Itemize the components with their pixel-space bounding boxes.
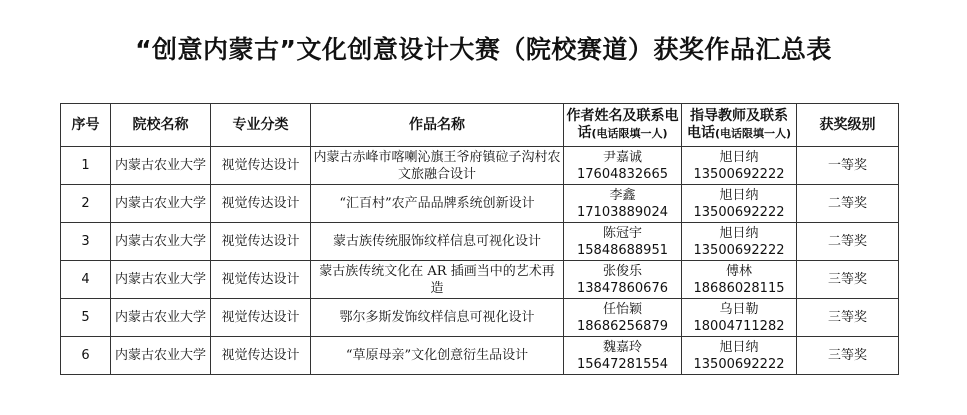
cell-index: 5 [61, 299, 111, 337]
author-phone: 17103889024 [577, 204, 668, 220]
awards-table [60, 103, 899, 375]
cell-author [564, 261, 682, 299]
cell-school: 内蒙古农业大学 [111, 147, 211, 185]
teacher-phone: 13500692222 [693, 242, 785, 258]
cell-award: 一等奖 [797, 147, 899, 185]
table-header-row [61, 104, 899, 147]
author-phone: 15647281554 [577, 356, 668, 372]
header-teacher [682, 104, 797, 147]
cell-index: 4 [61, 261, 111, 299]
cell-award: 三等奖 [797, 261, 899, 299]
cell-school: 内蒙古农业大学 [111, 261, 211, 299]
cell-author [564, 185, 682, 223]
cell-category: 视觉传达设计 [211, 261, 311, 299]
header-author-note: (电话限填一人) [591, 127, 668, 140]
cell-category: 视觉传达设计 [211, 223, 311, 261]
cell-author [564, 299, 682, 337]
cell-category: 视觉传达设计 [211, 185, 311, 223]
cell-work: 内蒙古赤峰市喀喇沁旗王爷府镇砬子沟村农文旅融合设计 [311, 147, 564, 185]
cell-category: 视觉传达设计 [211, 299, 311, 337]
cell-award: 二等奖 [797, 223, 899, 261]
teacher-phone: 18004711282 [693, 318, 785, 334]
cell-award: 三等奖 [797, 299, 899, 337]
cell-award: 三等奖 [797, 337, 899, 375]
header-award: 获奖级别 [797, 104, 899, 147]
cell-index: 6 [61, 337, 111, 375]
teacher-name: 旭日纳 [719, 339, 759, 355]
author-name: 张俊乐 [602, 263, 642, 279]
teacher-name: 旭日纳 [719, 187, 759, 203]
table-row [61, 223, 899, 261]
cell-teacher [682, 299, 797, 337]
cell-author [564, 337, 682, 375]
cell-index: 2 [61, 185, 111, 223]
header-author [564, 104, 682, 147]
author-phone: 18686256879 [577, 318, 668, 334]
cell-category: 视觉传达设计 [211, 337, 311, 375]
author-name: 任怡颖 [602, 301, 642, 317]
cell-school: 内蒙古农业大学 [111, 185, 211, 223]
cell-teacher [682, 261, 797, 299]
author-name: 李鑫 [609, 187, 636, 203]
cell-work: 鄂尔多斯发饰纹样信息可视化设计 [311, 299, 564, 337]
header-school: 院校名称 [111, 104, 211, 147]
cell-teacher [682, 147, 797, 185]
header-index: 序号 [61, 104, 111, 147]
author-phone: 17604832665 [577, 166, 668, 182]
cell-teacher [682, 223, 797, 261]
teacher-phone: 13500692222 [693, 204, 785, 220]
cell-work: 蒙古族传统服饰纹样信息可视化设计 [311, 223, 564, 261]
cell-teacher [682, 185, 797, 223]
cell-work: 蒙古族传统文化在 AR 插画当中的艺术再造 [311, 261, 564, 299]
cell-index: 1 [61, 147, 111, 185]
teacher-name: 旭日纳 [719, 149, 759, 165]
cell-author [564, 147, 682, 185]
header-work: 作品名称 [311, 104, 564, 147]
header-teacher-note: (电话限填一人) [714, 127, 792, 140]
author-name: 魏嘉玲 [602, 339, 642, 355]
author-phone: 15848688951 [577, 242, 668, 258]
page-title: “创意内蒙古”文化创意设计大赛（院校赛道）获奖作品汇总表 [135, 35, 832, 64]
table-row [61, 299, 899, 337]
cell-index: 3 [61, 223, 111, 261]
teacher-name: 乌日勒 [719, 301, 759, 317]
cell-category: 视觉传达设计 [211, 147, 311, 185]
header-author-main: 作者姓名及联系电话 [566, 108, 679, 141]
teacher-phone: 18686028115 [693, 280, 785, 296]
teacher-phone: 13500692222 [693, 356, 785, 372]
teacher-phone: 13500692222 [693, 166, 785, 182]
cell-author [564, 223, 682, 261]
author-phone: 13847860676 [577, 280, 668, 296]
header-category: 专业分类 [211, 104, 311, 147]
table-row [61, 185, 899, 223]
cell-work: “草原母亲”文化创意衍生品设计 [311, 337, 564, 375]
author-name: 陈冠宇 [602, 225, 642, 241]
table-row [61, 261, 899, 299]
teacher-name: 傅林 [725, 263, 752, 279]
table-row [61, 147, 899, 185]
cell-work: “汇百村”农产品品牌系统创新设计 [311, 185, 564, 223]
cell-school: 内蒙古农业大学 [111, 299, 211, 337]
cell-school: 内蒙古农业大学 [111, 337, 211, 375]
table-row [61, 337, 899, 375]
cell-teacher [682, 337, 797, 375]
teacher-name: 旭日纳 [719, 225, 759, 241]
cell-award: 二等奖 [797, 185, 899, 223]
header-teacher-main: 指导教师及联系电话 [686, 108, 788, 141]
author-name: 尹嘉诚 [602, 149, 642, 165]
cell-school: 内蒙古农业大学 [111, 223, 211, 261]
